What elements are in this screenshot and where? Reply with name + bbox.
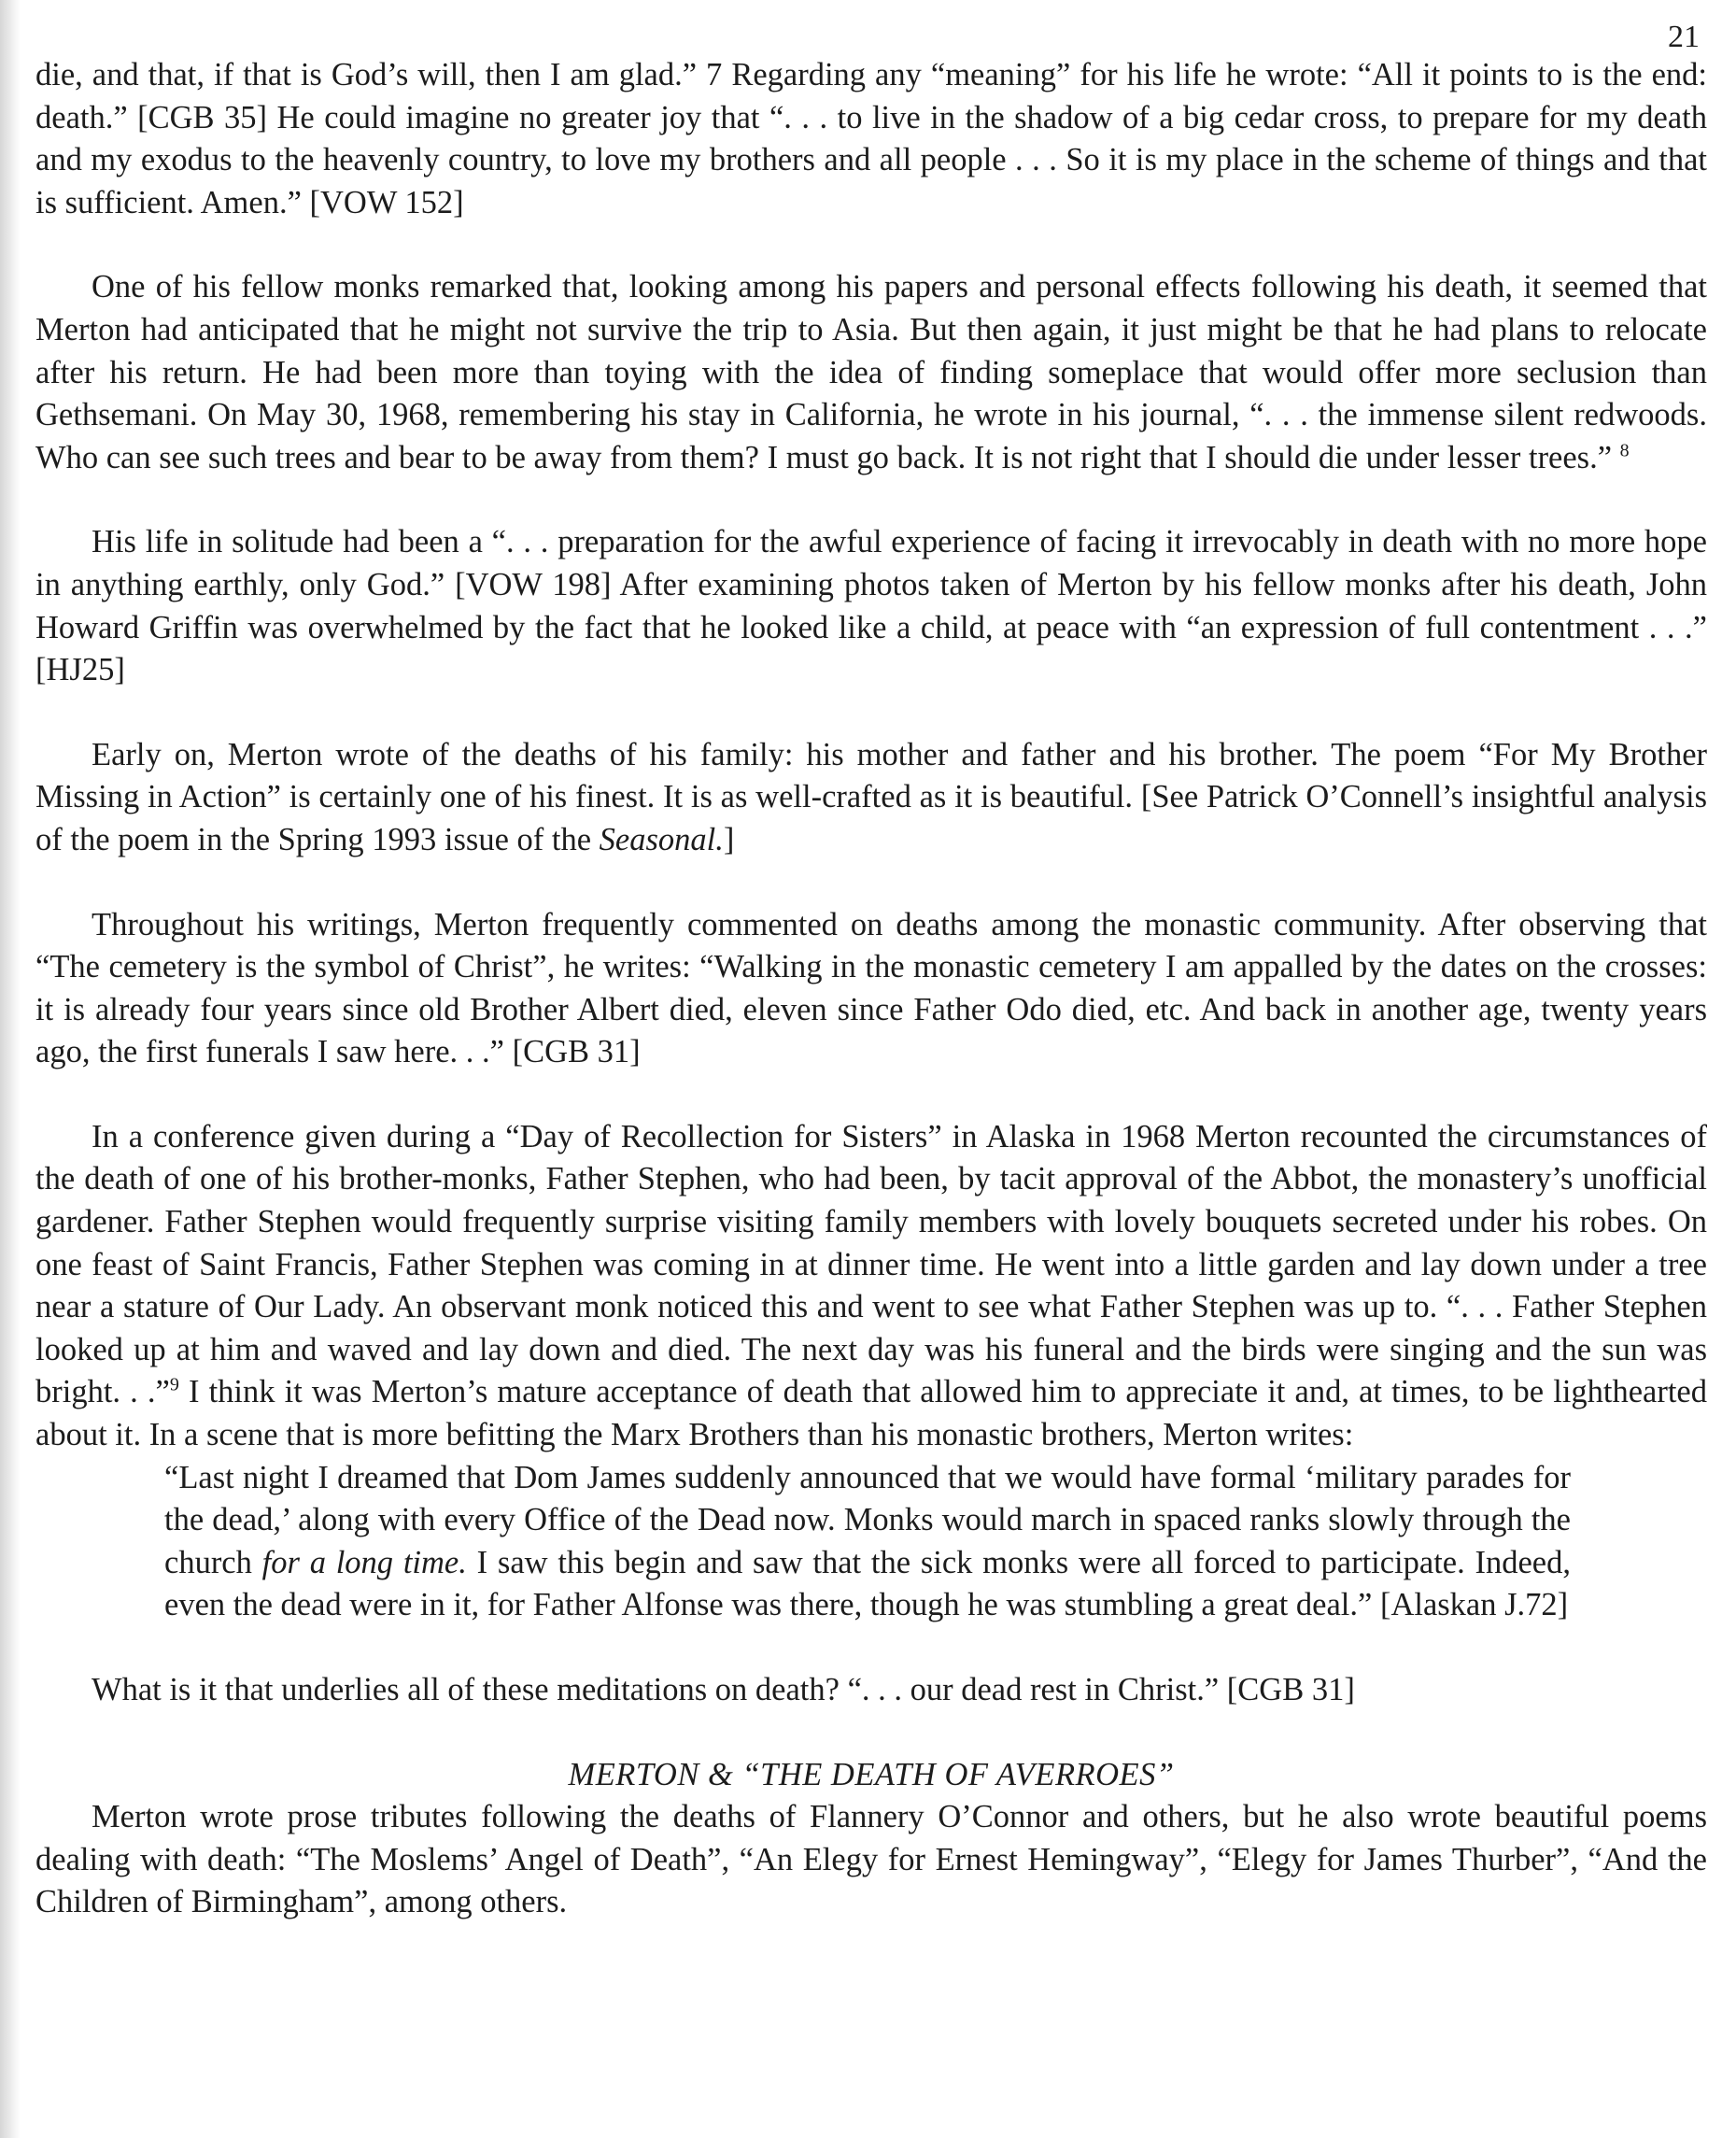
seasonal-title: Seasonal. — [599, 821, 724, 857]
dream-quote — [164, 1457, 1571, 1627]
paragraph-4 — [35, 734, 1707, 862]
document-page — [35, 19, 1707, 1924]
footnote-marker-8: 8 — [1619, 440, 1630, 461]
footnote-marker-9: 9 — [169, 1374, 179, 1395]
paragraph-1-text: die, and that, if that is God’s will, then I am glad.” 7 Regarding any “meaning” for his life he wrote: “All it points to is the end: death.” [CGB 35] He could imagine no greater joy that “. . . to live in the shadow of a big cedar cross, to prepare for my death and my exodus to the heavenly country, to love my brothers and all people . . . So it is my place in the scheme of things and that is sufficient. Amen.” [VOW 152] — [35, 57, 1707, 220]
final-paragraph-text: Merton wrote prose tributes following the deaths of Flannery O’Connor and others, but he also wrote beautiful poems dealing with death: “The Moslems’ Angel of Death”, “An Elegy for Ernest Hemingway”, “Elegy for James Thurber”, “And the Children of Birmingham”, among others. — [35, 1799, 1707, 1920]
paragraph-2-text: One of his fellow monks remarked that, looking among his papers and personal effects following his death, it seemed that Merton had anticipated that he might not survive the trip to Asia. But then again, it just might be that he had plans to relocate after his return. He had been more than toying with the idea of finding someplace that would offer more seclusion than Gethsemani. On May 30, 1968, remembering his stay in California, he wrote in his journal, “. . . the immense silent redwoods. Who can see such trees and bear to be away from them? I must go back. It is not right that I should die under lesser trees.” — [35, 269, 1707, 475]
final-paragraph — [35, 1796, 1707, 1924]
paragraph-5 — [35, 904, 1707, 1074]
quote-text: “Last night I dreamed that Dom James suddenly announced that we would have formal ‘military parades for the dead,’ along with every Office of the Dead now. Monks would march in spaced ranks slowly through the church — [164, 1459, 1571, 1580]
paragraph-4-end: ] — [723, 821, 735, 857]
paragraph-6-continued: I think it was Merton’s mature acceptance of death that allowed him to appreciate it and, at times, to be lighthearted about it. In a scene that is more befitting the Marx Brothers than his monastic brothers, Merton writes: — [35, 1374, 1707, 1453]
closing-paragraph-text: What is it that underlies all of these meditations on death? “. . . our dead rest in Christ.” [CGB 31] — [92, 1672, 1355, 1707]
paragraph-6 — [35, 1116, 1707, 1457]
page-edge-shadow — [0, 0, 21, 2138]
paragraph-6-text: In a conference given during a “Day of Recollection for Sisters” in Alaska in 1968 Merton recounted the circumstances of the death of one of his brother-monks, Father Stephen, who had been, by tacit approval of the Abbot, the monastery’s unofficial gardener. Father Stephen would frequently surprise visiting family members with lovely bouquets secreted under his robes. On one feast of Saint Francis, Father Stephen was coming in at dinner time. He went into a little garden and lay down under a tree near a stature of Our Lady. An observant monk noticed this and went to see what Father Stephen was up to. “. . . Father Stephen looked up at him and waved and lay down and died. The next day was his funeral and the birds were singing and the sun was bright. . .” — [35, 1118, 1707, 1410]
quote-text-end: I saw this begin and saw that the sick monks were all forced to participate. Indeed, even the dead were in it, for Father Alfonse was there, though he was stumbling a great deal.” [Alaskan J.72] — [164, 1544, 1571, 1623]
paragraph-1 — [35, 54, 1707, 224]
closing-paragraph — [35, 1669, 1707, 1712]
paragraph-3 — [35, 521, 1707, 691]
paragraph-4-text: Early on, Merton wrote of the deaths of his family: his mother and father and his brother. The poem “For My Brother Missing in Action” is certainly one of his finest. It is as well-crafted as it is beautiful. [See Patrick O’Connell’s insightful analysis of the poem in the Spring 1993 issue of the — [35, 736, 1707, 857]
paragraph-2 — [35, 266, 1707, 479]
page-number: 21 — [1668, 20, 1700, 54]
quote-italic: for a long time. — [261, 1544, 467, 1580]
paragraph-3-text: His life in solitude had been a “. . . preparation for the awful experience of facing it irrevocably in death with no more hope in anything earthly, only God.” [VOW 198] After examining photos taken of Merton by his fellow monks after his death, John Howard Griffin was overwhelmed by the fact that he looked like a child, at peace with “an expression of full contentment . . .” [HJ25] — [35, 524, 1707, 688]
paragraph-5-text: Throughout his writings, Merton frequently commented on deaths among the monastic community. After observing that “The cemetery is the symbol of Christ”, he writes: “Walking in the monastic cemetery I am appalled by the dates on the crosses: it is already four years since old Brother Albert died, eleven since Father Odo died, etc. And back in another age, twenty years ago, the first funerals I saw here. . .” [CGB 31] — [35, 906, 1707, 1070]
section-heading: MERTON & “THE DEATH OF AVERROES” — [568, 1756, 1175, 1792]
